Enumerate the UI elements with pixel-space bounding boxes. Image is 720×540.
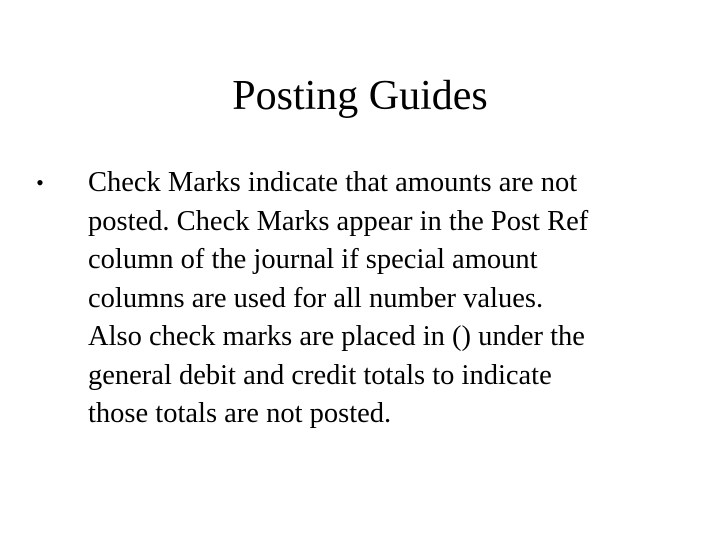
slide-title: Posting Guides [232,73,488,119]
bullet-text-line: posted. Check Marks appear in the Post Ref [88,205,589,237]
bullet-text-line: general debit and credit totals to indicate [88,359,552,391]
bullet-text-line: Check Marks indicate that amounts are not [88,167,578,198]
bullet-text-line: columns are used for all number values. [88,282,544,314]
bullet-item [28,164,678,434]
bullet-text-line: column of the journal if special amount [88,244,538,275]
bullet-list [28,164,678,434]
bullet-text-line: those totals are not posted. [88,398,392,429]
bullet-text-line: Also check marks are placed in () under the [88,321,585,352]
bullet-dot-icon: • [36,170,44,195]
